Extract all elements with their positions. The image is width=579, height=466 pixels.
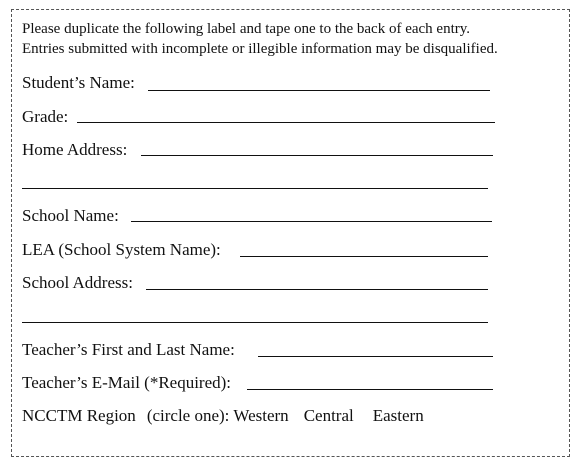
home-address-line-2 bbox=[22, 188, 488, 189]
region-option-central: Central bbox=[303, 406, 354, 425]
instructions-line-2: Entries submitted with incomplete or illegible information may be disqualified. bbox=[22, 41, 498, 57]
school-name-line bbox=[131, 221, 492, 222]
instructions-line-1: Please duplicate the following label and tape one to the back of each entry. bbox=[22, 21, 471, 37]
lea-label: LEA (School System Name): bbox=[22, 240, 221, 259]
instructions bbox=[22, 19, 498, 59]
school-address-label: School Address: bbox=[22, 273, 133, 292]
teacher-email-line bbox=[247, 389, 493, 390]
student-name-label: Student’s Name: bbox=[22, 73, 135, 92]
grade-line bbox=[77, 122, 495, 123]
region-row bbox=[22, 406, 424, 426]
home-address-label: Home Address: bbox=[22, 140, 128, 159]
school-name-label: School Name: bbox=[22, 206, 119, 225]
region-instruction: (circle one): bbox=[146, 406, 230, 425]
teacher-name-label: Teacher’s First and Last Name: bbox=[22, 340, 235, 359]
home-address-line bbox=[141, 155, 493, 156]
teacher-name-line bbox=[258, 356, 493, 357]
school-address-line bbox=[146, 289, 488, 290]
region-option-eastern: Eastern bbox=[372, 406, 424, 425]
grade-label: Grade: bbox=[22, 107, 69, 126]
teacher-email-label: Teacher’s E-Mail (*Required): bbox=[22, 373, 232, 392]
region-label: NCCTM Region bbox=[22, 406, 136, 425]
region-option-western: Western bbox=[233, 406, 289, 425]
lea-line bbox=[240, 256, 488, 257]
student-name-line bbox=[148, 90, 490, 91]
school-address-line-2 bbox=[22, 322, 488, 323]
